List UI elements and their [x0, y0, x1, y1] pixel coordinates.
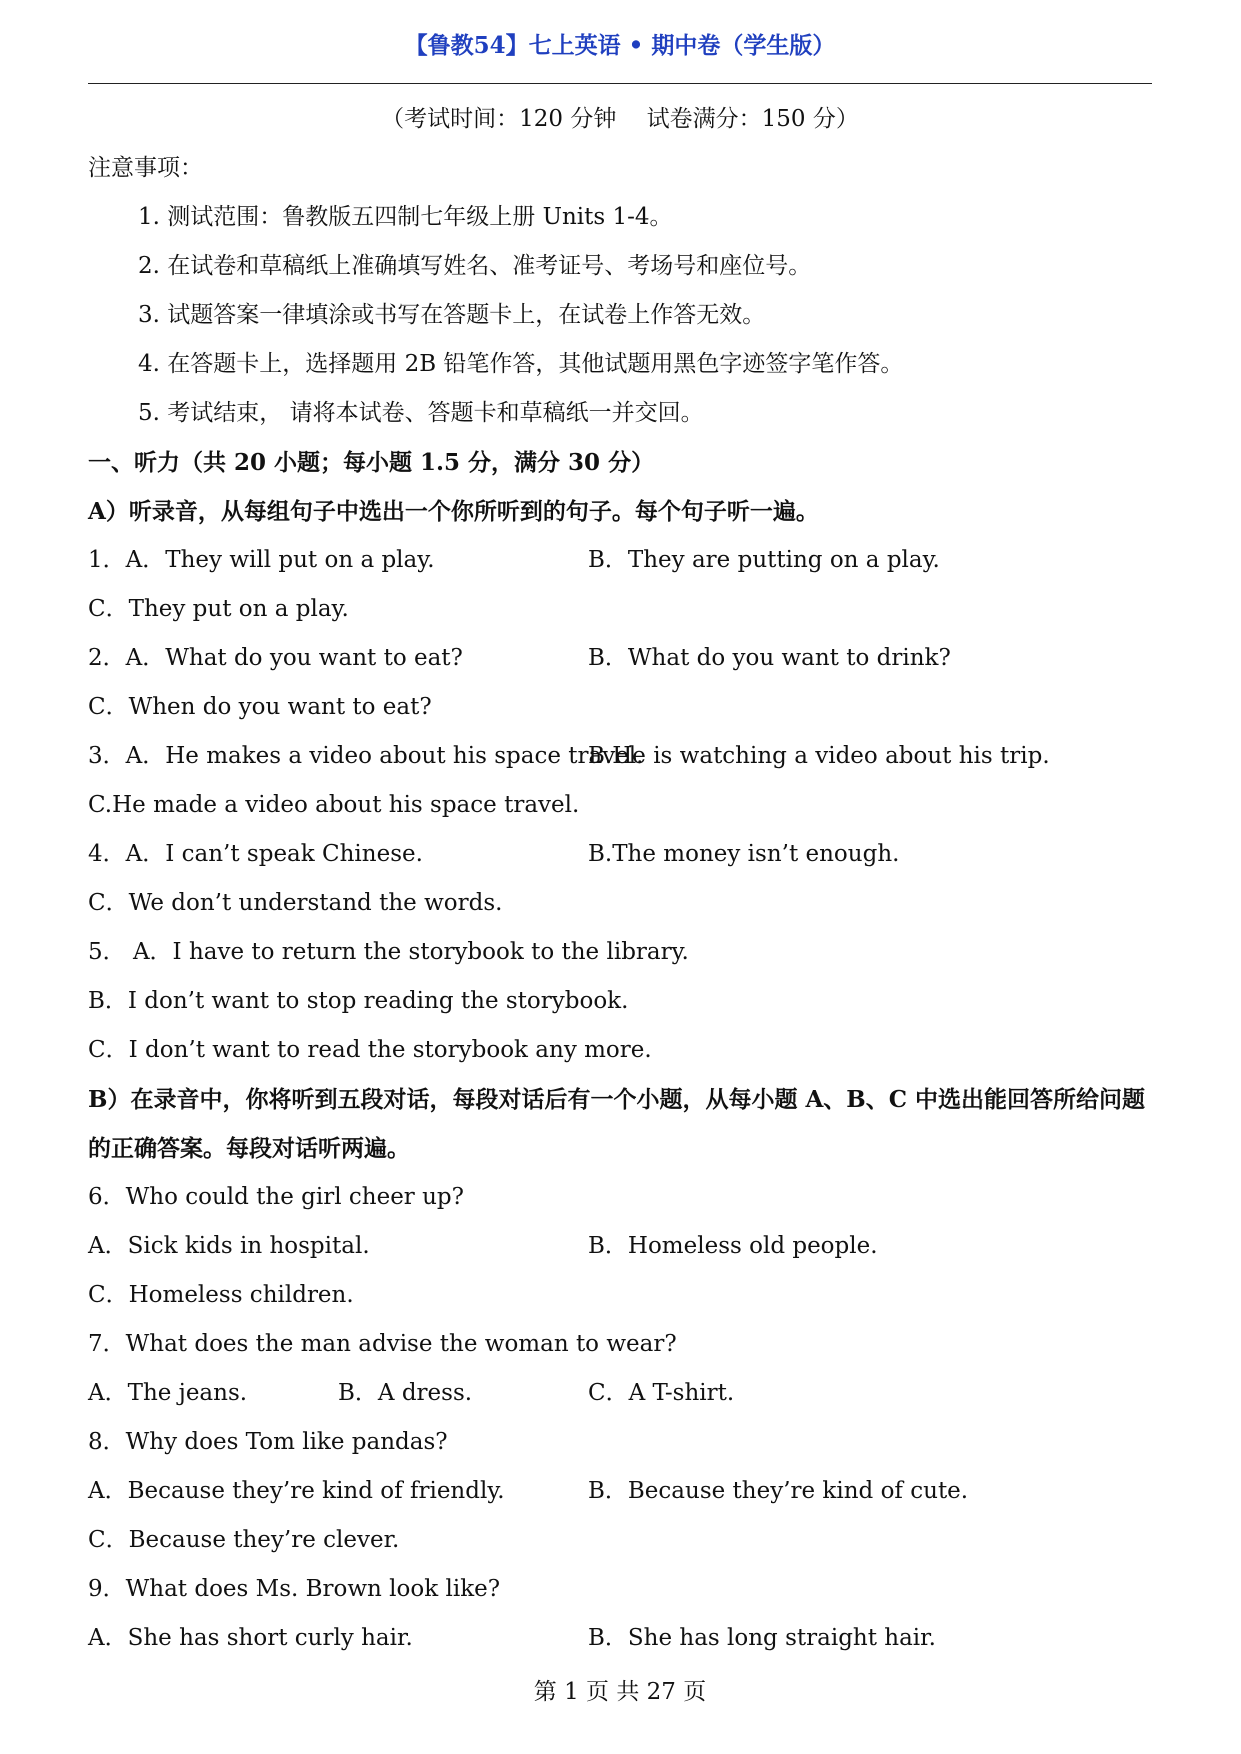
- option-c: C．A T-shirt.: [588, 1380, 735, 1406]
- note-item: 1. 测试范围：鲁教版五四制七年级上册 Units 1-4。: [138, 204, 673, 230]
- option-a: A．The jeans.: [88, 1380, 248, 1406]
- question-stem: 6．Who could the girl cheer up?: [88, 1184, 464, 1210]
- question-row: [88, 536, 1152, 585]
- option-a: 4．A．I can’t speak Chinese.: [88, 841, 423, 867]
- note-item: 5. 考试结束， 请将本试卷、答题卡和草稿纸一并交回。: [138, 400, 704, 426]
- option-c: C．We don’t understand the words.: [88, 890, 503, 916]
- question-stem: 9．What does Ms. Brown look like?: [88, 1576, 501, 1602]
- section-title: 一、听力（共 20 小题；每小题 1.5 分，满分 30 分）: [88, 449, 655, 476]
- question-row: [88, 634, 1152, 683]
- option-a: A．She has short curly hair.: [88, 1625, 413, 1651]
- option-b: B．I don’t want to stop reading the storybook.: [88, 988, 629, 1014]
- question-row: [88, 1369, 1152, 1418]
- header-divider: [88, 83, 1152, 84]
- page-header-title: 【鲁教54】七上英语 • 期中卷（学生版）: [404, 32, 836, 59]
- option-b: B．She has long straight hair.: [588, 1625, 936, 1651]
- option-c: C．I don’t want to read the storybook any more.: [88, 1037, 652, 1063]
- page-footer: 第 1 页 共 27 页: [533, 1679, 707, 1705]
- option-a: 3．A．He makes a video about his space travel.: [88, 743, 644, 769]
- question-row: [88, 830, 1152, 879]
- option-a: A．Because they’re kind of friendly.: [88, 1478, 505, 1504]
- option-b: B．Because they’re kind of cute.: [588, 1478, 969, 1504]
- option-a: 5． A．I have to return the storybook to the library.: [88, 939, 689, 965]
- option-c: C.He made a video about his space travel.: [88, 792, 580, 818]
- option-c: C．When do you want to eat?: [88, 694, 432, 720]
- option-a: 1．A．They will put on a play.: [88, 547, 435, 573]
- document-body: [88, 95, 1152, 1663]
- option-c: C．Because they’re clever.: [88, 1527, 400, 1553]
- question-stem: 7．What does the man advise the woman to wear?: [88, 1331, 677, 1357]
- option-c: C．Homeless children.: [88, 1282, 354, 1308]
- option-a: A．Sick kids in hospital.: [88, 1233, 370, 1259]
- option-b: B.The money isn’t enough.: [588, 841, 900, 867]
- note-item: 3. 试题答案一律填涂或书写在答题卡上，在试卷上作答无效。: [138, 302, 766, 328]
- option-b: B．Homeless old people.: [588, 1233, 878, 1259]
- option-c: C．They put on a play.: [88, 596, 349, 622]
- option-b: B．A dress.: [338, 1380, 473, 1406]
- question-stem: 8．Why does Tom like pandas?: [88, 1429, 448, 1455]
- option-a: 2．A．What do you want to eat?: [88, 645, 463, 671]
- option-b: B．What do you want to drink?: [588, 645, 951, 671]
- note-item: 2. 在试卷和草稿纸上准确填写姓名、准考证号、考场号和座位号。: [138, 253, 812, 279]
- notes-title: 注意事项：: [88, 155, 203, 181]
- option-b: B．They are putting on a play.: [588, 547, 940, 573]
- question-row: [88, 732, 1152, 781]
- exam-info: （考试时间：120 分钟 试卷满分：150 分）: [381, 106, 859, 132]
- note-item: 4. 在答题卡上，选择题用 2B 铅笔作答，其他试题用黑色字迹签字笔作答。: [138, 351, 904, 377]
- question-row: [88, 1222, 1152, 1271]
- part-b-instruction: B）在录音中，你将听到五段对话，每段对话后有一个小题，从每小题 A、B、C 中选出能回答所给问题的正确答案。每段对话听两遍。: [88, 1086, 1146, 1162]
- part-a-instruction: A）听录音，从每组句子中选出一个你所听到的句子。每个句子听一遍。: [88, 498, 819, 525]
- option-b: B.He is watching a video about his trip.: [588, 743, 1050, 769]
- question-row: [88, 1614, 1152, 1663]
- question-row: [88, 1467, 1152, 1516]
